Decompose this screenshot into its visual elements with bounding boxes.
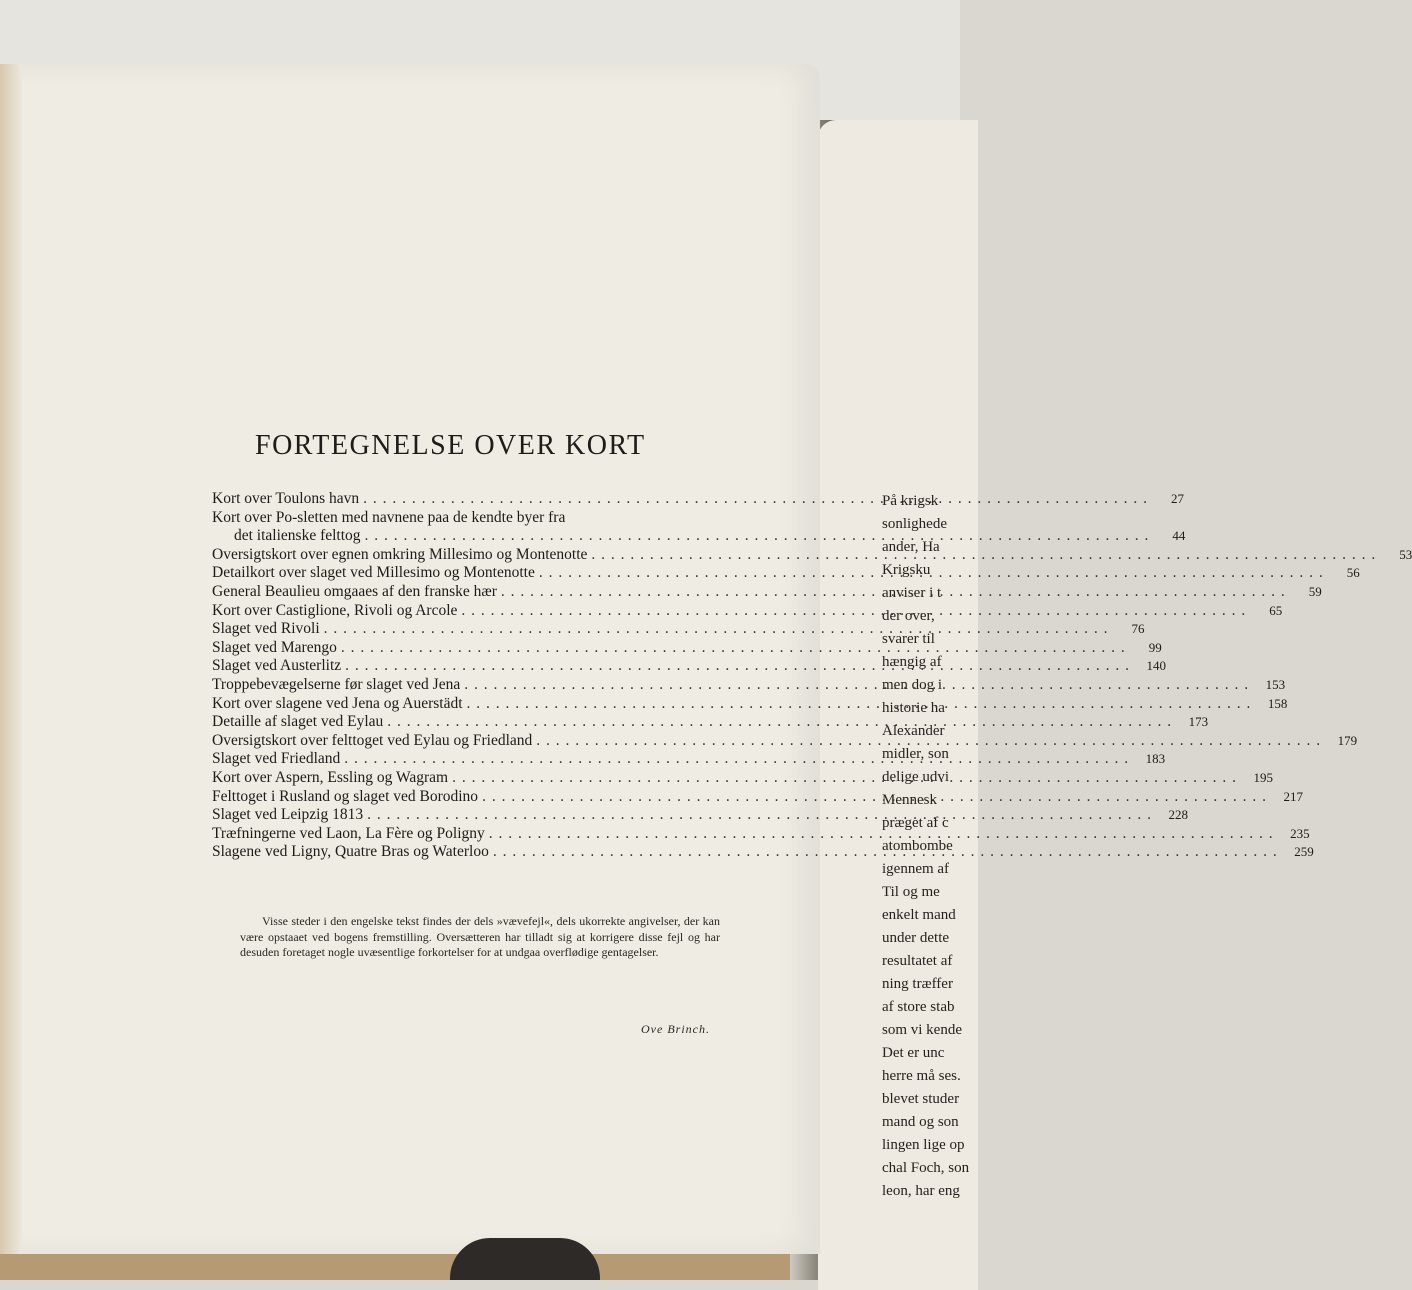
right-page-line: Alexander: [882, 723, 945, 739]
toc-entry-text: Slaget ved Rivoli: [212, 620, 320, 638]
toc-leader-dots: [536, 732, 1321, 751]
toc-page-number: 235: [1290, 825, 1310, 841]
toc-entry-text: Kort over Toulons havn: [212, 490, 360, 507]
toc-leader-dots: [367, 806, 1152, 825]
right-page-line: under dette: [882, 930, 950, 946]
toc-entry-text: Troppebevægelserne før slaget ved Jena: [212, 675, 461, 693]
page-title: FORTEGNELSE OVER KORT: [255, 430, 646, 461]
right-page-line: sonlighede: [882, 516, 947, 532]
toc-page-number: 179: [1337, 732, 1358, 748]
toc-leader-dots: [493, 843, 1278, 862]
toc-entry-text: Slaget ved Friedland: [212, 750, 341, 768]
right-page-line: blevet studer: [882, 1091, 960, 1107]
toc-entry-text: Kort over Po-sletten med navnene paa de kendte byer fra: [212, 508, 566, 526]
right-page-line: leon, har eng: [882, 1183, 960, 1199]
right-page-line: atombombe: [882, 838, 953, 854]
toc-leader-dots: [591, 546, 1376, 565]
toc-entry-text: Kort over Aspern, Essling og Wagram: [212, 768, 449, 786]
translator-note: Visse steder i den engelske tekst findes der dels »vævefejl«, dels ukorrekte angivelser, der kan være opstaaet ved bogens fremstilling. Oversætteren har tilladt sig at korrigere disse fejl og har desuden foretaget nogle uvæsentlige forkortelser for at undgaa overflødige gentagelser.: [240, 914, 720, 959]
toc-entry: [212, 527, 1186, 546]
right-page-line: mand og son: [882, 1114, 959, 1130]
toc-page-number: 259: [1294, 844, 1314, 860]
toc-entry-text: Felttoget i Rusland og slaget ved Borodino: [212, 787, 479, 805]
toc-leader-dots: [482, 788, 1267, 807]
toc-leader-dots: [467, 695, 1252, 714]
toc-leader-dots: [365, 527, 1150, 546]
toc-page-number: 27: [1171, 491, 1185, 506]
right-page-line: enkelt mand: [882, 907, 956, 923]
toc-page-number: 228: [1168, 807, 1188, 823]
toc-entry-text: Slaget ved Leipzig 1813: [212, 806, 364, 824]
toc-page-number: 59: [1308, 583, 1322, 599]
right-page-line: midler, son: [882, 746, 949, 762]
toc-entry: [212, 824, 1310, 844]
toc-entry-text: Slaget ved Marengo: [212, 638, 337, 656]
toc-entry-text: General Beaulieu omgaaes af den franske hær: [212, 582, 497, 600]
toc-page-number: 44: [1172, 528, 1186, 544]
toc-entry-text: Slaget ved Austerlitz: [212, 657, 342, 675]
toc-page-number: 53: [1399, 546, 1412, 562]
right-page-line: Til og me: [882, 884, 940, 900]
right-page-line: På krigsk: [882, 493, 939, 509]
toc-leader-dots: [464, 676, 1249, 695]
right-page-line: der over,: [882, 608, 935, 624]
toc-entry-text: Slagene ved Ligny, Quatre Bras og Waterloo: [212, 843, 489, 861]
bookmark-ribbon: [450, 1238, 600, 1280]
right-page-line: ning træffer: [882, 976, 953, 992]
toc-leader-dots: [363, 490, 1148, 509]
right-page-line: delige udvi: [882, 769, 950, 785]
toc-page-number: 195: [1253, 769, 1273, 785]
toc-entry-text: det italienske felttog: [234, 527, 361, 545]
toc-leader-dots: [461, 602, 1246, 621]
right-page-line: anviser i t: [882, 585, 942, 601]
right-page-line: Det er unc: [882, 1045, 945, 1061]
right-page-line: svarer til: [882, 631, 935, 647]
toc-entry-text: Oversigtskort over felttoget ved Eylau og Friedland: [212, 731, 533, 749]
right-page-line: Krigsku: [882, 562, 931, 578]
right-page-line: men dog i: [882, 677, 942, 693]
toc-page-number: 217: [1283, 788, 1303, 804]
toc-leader-dots: [344, 750, 1129, 769]
right-page-line: af store stab: [882, 999, 955, 1015]
toc-page-number: 65: [1269, 602, 1283, 618]
toc-page-number: 76: [1131, 621, 1145, 637]
toc-entry-text: Kort over slagene ved Jena og Auerstädt: [212, 694, 463, 712]
right-page-line: herre må ses.: [882, 1068, 961, 1084]
right-page-line: præget af c: [882, 815, 949, 831]
toc-page-number: 56: [1346, 565, 1360, 581]
toc-leader-dots: [501, 583, 1286, 602]
toc-leader-dots: [539, 564, 1324, 583]
toc-page-number: 158: [1267, 695, 1288, 711]
right-page-line: resultatet af: [882, 953, 953, 969]
toc-page-number: 153: [1265, 676, 1286, 692]
toc-leader-dots: [387, 713, 1172, 732]
toc-page-number: 99: [1148, 639, 1162, 655]
right-page-line: som vi kende: [882, 1022, 962, 1038]
right-page-line: chal Foch, son: [882, 1160, 970, 1176]
toc-page-number: 183: [1145, 751, 1166, 767]
right-page-line: ander, Ha: [882, 539, 940, 555]
toc-entry-text: Oversigtskort over egnen omkring Millesimo og Montenotte: [212, 545, 588, 563]
right-page-line: lingen lige op: [882, 1137, 965, 1153]
page-edge: [0, 64, 22, 1254]
right-page-line: hængig af: [882, 654, 942, 670]
right-page-line: Mennesk: [882, 792, 937, 808]
right-page-line: historie ha: [882, 700, 945, 716]
toc-entry-text: Træfningerne ved Laon, La Fère og Poligny: [212, 824, 485, 842]
toc-entry-text: Kort over Castiglione, Rivoli og Arcole: [212, 601, 458, 619]
signature: Ove Brinch.: [641, 1022, 710, 1036]
toc-entry-text: Detaille af slaget ved Eylau: [212, 713, 384, 731]
toc-leader-dots: [489, 825, 1274, 844]
toc-page-number: 173: [1188, 714, 1209, 730]
toc-entry-text: Detailkort over slaget ved Millesimo og Montenotte: [212, 564, 535, 582]
toc-leader-dots: [341, 639, 1126, 658]
toc-page-number: 140: [1146, 658, 1167, 674]
toc-leader-dots: [345, 657, 1130, 676]
right-page-line: igennem af: [882, 861, 950, 877]
toc-leader-dots: [452, 769, 1237, 788]
toc-leader-dots: [324, 620, 1109, 639]
